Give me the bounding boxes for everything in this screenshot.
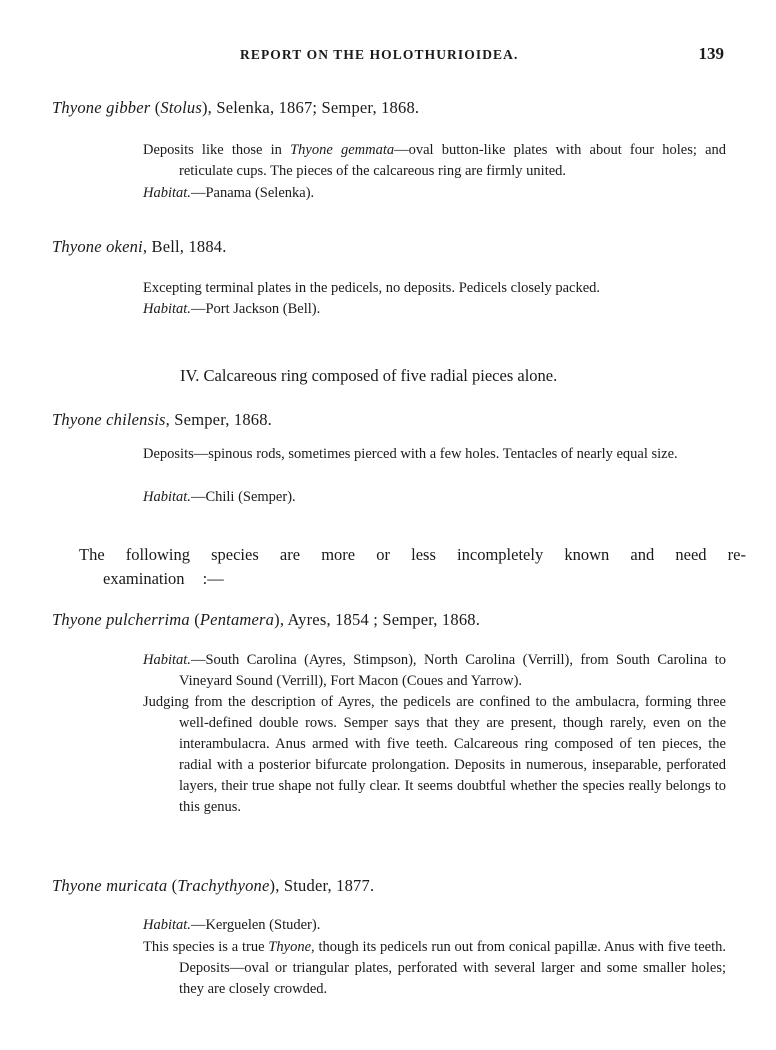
species-name: Thyone okeni <box>52 237 143 256</box>
species-heading: Thyone muricata (Trachythyone), Studer, 1877. <box>52 876 375 895</box>
species-name: Thyone chilensis <box>52 410 166 429</box>
species-citation: , Bell, 1884. <box>142 237 227 256</box>
habitat-line: Habitat.—Panama (Selenka). <box>143 185 315 201</box>
habitat-label: Habitat. <box>143 185 191 201</box>
habitat-label: Habitat. <box>143 652 191 668</box>
habitat-line: Habitat.—Chili (Semper). <box>143 489 296 505</box>
running-head <box>0 44 776 68</box>
habitat-line: Habitat.—Port Jackson (Bell). <box>143 301 321 317</box>
species-heading <box>52 410 272 430</box>
subgenus-name: Trachythyone <box>177 876 270 895</box>
section-heading: IV. Calcareous ring composed of five radial pieces alone. <box>180 366 558 385</box>
species-description: Deposits—spinous rods, sometimes pierced with a few holes. Tentacles of nearly equal size. <box>143 446 678 462</box>
habitat-label: Habitat. <box>143 489 191 505</box>
species-citation: , Semper, 1868. <box>165 410 273 429</box>
habitat-line: Habitat.—South Carolina (Ayres, Stimpson), North Carolina (Verrill), from South Carolina to Vineyard Sound (Verrill), Fort Macon (Coues and Yarrow). <box>143 652 726 689</box>
subgenus-name: Stolus <box>160 98 202 117</box>
running-head-title: REPORT ON THE HOLOTHURIOIDEA. <box>240 47 519 62</box>
species-citation: , Studer, 1877. <box>275 876 375 895</box>
species-name: Thyone pulcherrima <box>52 610 190 629</box>
species-name: Thyone gibber <box>52 98 151 117</box>
habitat-label: Habitat. <box>143 917 191 933</box>
species-description: Deposits like those in Thyone gemmata—oval button-like plates with about four holes; and reticulate cups. The pieces of the calcareous ring are firmly united. <box>143 142 727 179</box>
species-description: This species is a true Thyone, though its pedicels run out from conical papillæ. Anus with five teeth. Deposits—oval or triangular plates, perforated with several larger and some smaller holes; they are closely crowded. <box>143 939 726 997</box>
species-name: Thyone muricata <box>52 876 168 895</box>
page-number: 139 <box>698 44 724 63</box>
species-heading <box>52 237 227 257</box>
subgenus-name: Pentamera <box>199 610 275 629</box>
species-citation: , Selenka, 1867; Semper, 1868. <box>207 98 420 117</box>
species-heading: Thyone pulcherrima (Pentamera), Ayres, 1854 ; Semper, 1868. <box>52 610 481 629</box>
habitat-line: Habitat.—Kerguelen (Studer). <box>143 917 321 933</box>
habitat-label: Habitat. <box>143 301 191 317</box>
note-paragraph: The following species are more or less incompletely known and need re-examination :— <box>79 545 746 588</box>
species-description: Judging from the description of Ayres, the pedicels are confined to the ambulacra, forming three well-defined double rows. Semper says that they are present, though rarely, even on the interambulacra. Anus armed with five teeth. Calcareous ring composed of ten pieces, the radial with a posterior bifurcate prolongation. Deposits in numerous, inseparable, perforated layers, their true shape not fully clear. It seems doubtful whether the species really belongs to this genus. <box>143 694 726 815</box>
species-description: Excepting terminal plates in the pedicels, no deposits. Pedicels closely packed. <box>143 280 601 296</box>
species-heading: Thyone gibber (Stolus), Selenka, 1867; Semper, 1868. <box>52 98 420 117</box>
cross-reference: Thyone gemmata <box>290 142 395 158</box>
cross-reference: Thyone, <box>268 939 315 955</box>
species-citation: , Ayres, 1854 ; Semper, 1868. <box>279 610 481 629</box>
